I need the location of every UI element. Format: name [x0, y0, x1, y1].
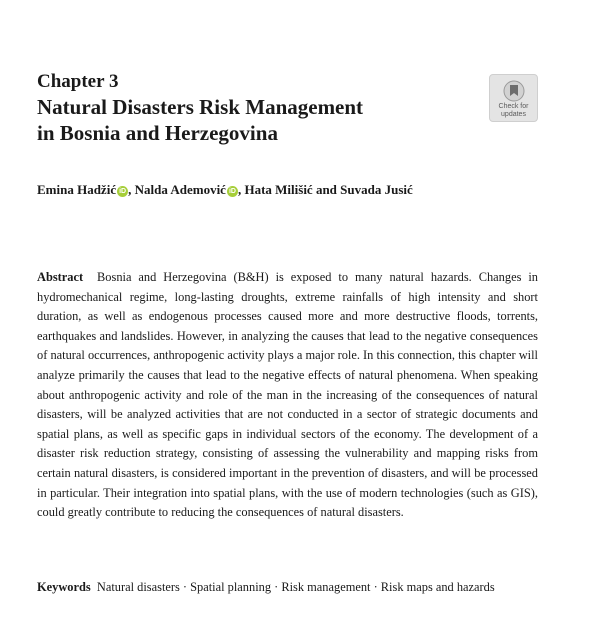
orcid-icon[interactable]: iD	[228, 188, 236, 195]
chapter-title-line-2: in Bosnia and Herzegovina	[37, 121, 278, 145]
abstract-paragraph	[37, 268, 538, 523]
keywords-text: Natural disasters · Spatial planning · Risk management · Risk maps and hazards	[96, 580, 495, 594]
chapter-title	[37, 94, 457, 146]
author-name: Nalda Ademović	[134, 182, 226, 197]
author-name: Hata Milišić and Suvada Jusić	[244, 182, 413, 197]
bookmark-check-icon	[503, 80, 525, 102]
check-for-updates-line-1: Check for	[498, 103, 529, 110]
abstract-text: Bosnia and Herzegovina (B&H) is exposed to many natural hazards. Changes in hydromechanical regime, long-lasting droughts, extreme rainfalls of high intensity and short duration, as well as endogenous processes caused more and more destructive floods, torrents, earthquakes and landslides. However, in analyzing the causes that lead to the negative consequences of natural occurrences, anthropogenic activity plays a major role. In this connection, this chapter will analyze primarily the causes that lead to the negative effects of natural phenomena. When speaking about anthropogenic activity and role of the man in the increasing of the consequences of natural disasters, will be analyzed activities that are not conducted in a sector of strategic documents and spatial plans, as well as specific gaps in individual sectors of the economy. The development of a disaster risk reduction strategy, consisting of assessing the vulnerability and mapping risks from certain natural disasters, is considered important in the prevention of disasters, and will be processed in particular. Their integration into spatial plans, with the use of modern technologies (such as GIS), could greatly contribute to reducing the consequences of natural disasters.	[37, 270, 538, 520]
chapter-title-line-1: Natural Disasters Risk Management	[37, 95, 364, 119]
author-name: Emina Hadžić	[37, 182, 117, 197]
chapter-label: Chapter 3	[37, 71, 119, 92]
check-for-updates-badge[interactable]	[489, 74, 538, 122]
keywords-section	[37, 578, 538, 598]
check-for-updates-line-2: updates	[501, 111, 526, 118]
chapter-page	[37, 0, 538, 622]
orcid-icon[interactable]: iD	[119, 188, 127, 195]
author-separator: ,	[128, 182, 135, 197]
abstract-label: Abstract	[37, 270, 84, 284]
keywords-label: Keywords	[37, 580, 91, 594]
abstract-section	[37, 268, 538, 523]
author-separator: ,	[237, 182, 245, 197]
author-list	[37, 181, 413, 199]
